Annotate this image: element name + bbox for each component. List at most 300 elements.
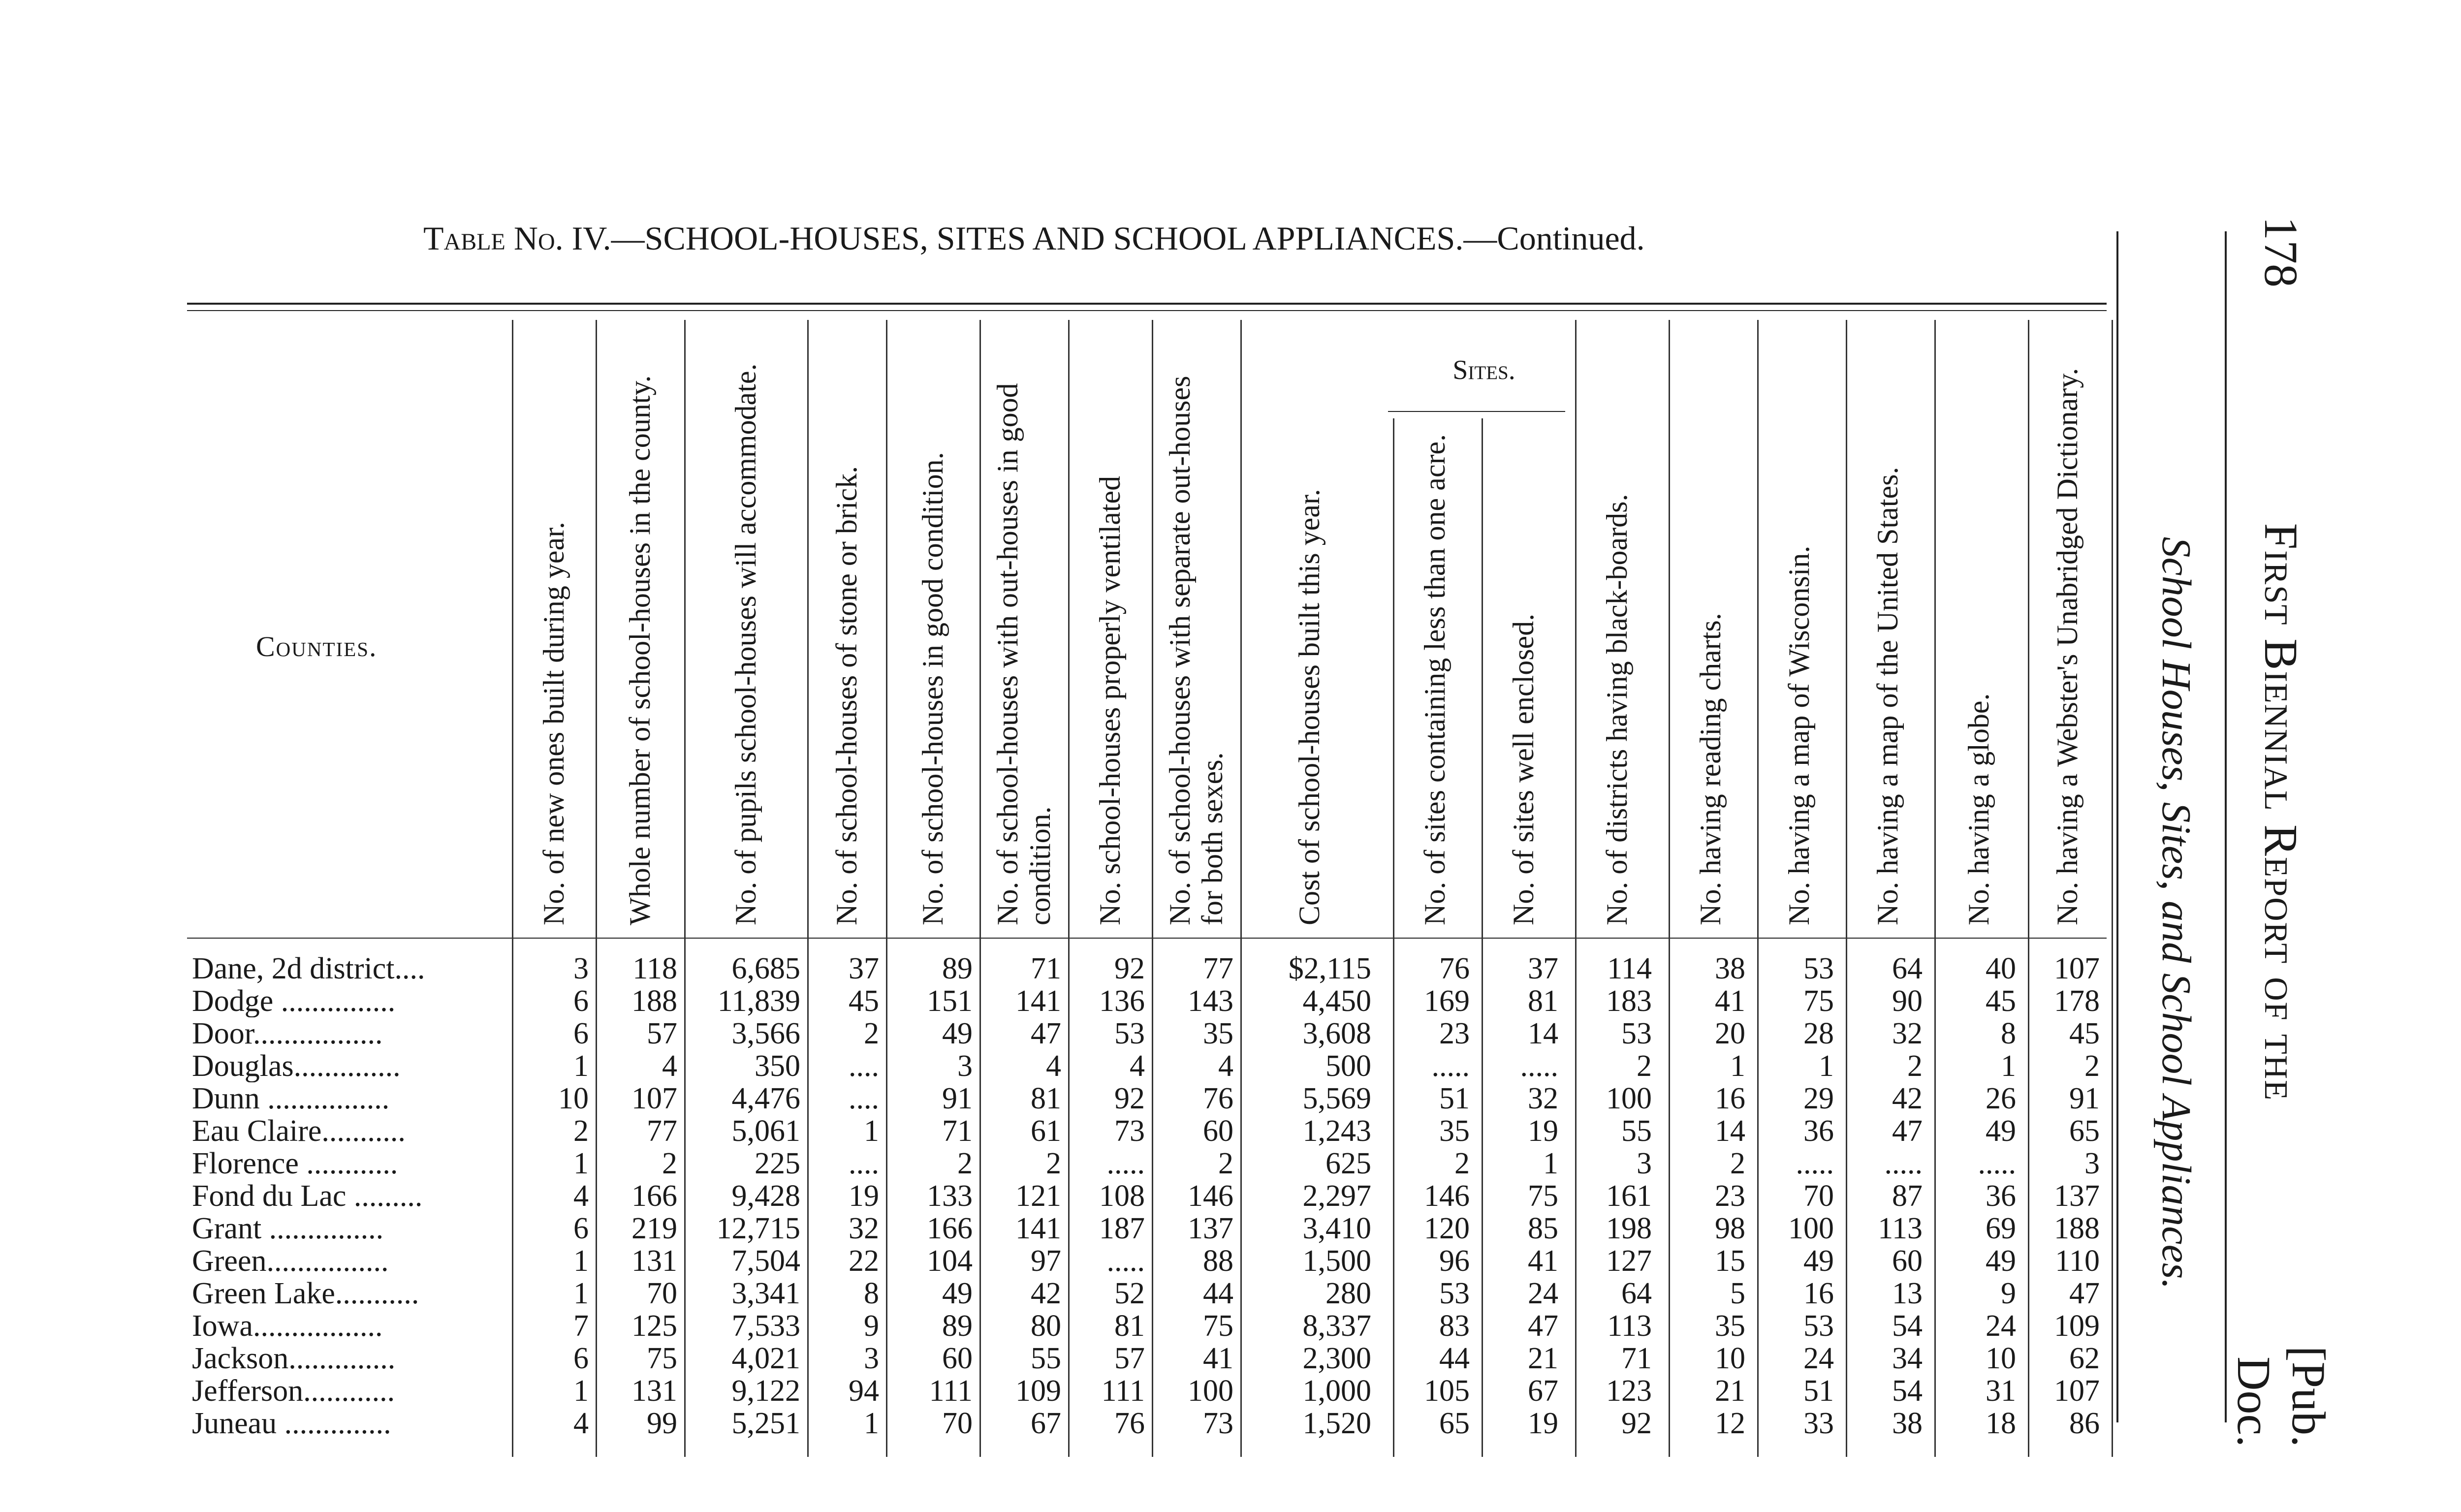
table-cell: 22 — [849, 1244, 879, 1278]
table-cell: 1 — [1730, 1049, 1745, 1083]
table-cell: 23 — [1439, 1017, 1470, 1050]
table-cell: 87 — [1892, 1179, 1923, 1213]
county-name: Jackson.............. — [192, 1342, 396, 1375]
table-cell: 24 — [1803, 1342, 1834, 1375]
table-cell: 109 — [1015, 1374, 1061, 1408]
table-cell: 65 — [1439, 1407, 1470, 1440]
table-cell: 105 — [1424, 1374, 1470, 1408]
county-name: Eau Claire........... — [192, 1115, 406, 1147]
table-cell: 32 — [1528, 1082, 1558, 1115]
table-cell: 92 — [1114, 1082, 1145, 1115]
top-rule — [187, 303, 2107, 305]
table-cell: 143 — [1188, 984, 1233, 1018]
table-row — [0, 1375, 2116, 1407]
table-cell: 32 — [1892, 1017, 1923, 1050]
table-cell: 53 — [1439, 1277, 1470, 1310]
table-cell: 45 — [849, 984, 879, 1018]
table-cell: 1 — [1819, 1049, 1834, 1083]
table-cell: 625 — [1325, 1147, 1371, 1180]
table-cell: 29 — [1803, 1082, 1834, 1115]
county-name: Juneau .............. — [192, 1407, 391, 1440]
table-cell: 6 — [573, 1342, 589, 1375]
table-cell: 280 — [1325, 1277, 1371, 1310]
table-cell: 123 — [1606, 1374, 1652, 1408]
table-cell: 57 — [647, 1017, 677, 1050]
table-cell: 9,122 — [731, 1374, 800, 1408]
table-cell: 137 — [1188, 1212, 1233, 1245]
table-cell: 34 — [1892, 1342, 1923, 1375]
table-cell: 2 — [1218, 1147, 1233, 1180]
table-cell: 51 — [1439, 1082, 1470, 1115]
table-cell: 53 — [1803, 952, 1834, 985]
table-cell: 28 — [1803, 1017, 1834, 1050]
table-cell: 37 — [849, 952, 879, 985]
table-cell: 5,061 — [731, 1114, 800, 1148]
table-cell: 151 — [927, 984, 973, 1018]
table-cell: 15 — [1715, 1244, 1745, 1278]
table-cell: 136 — [1099, 984, 1145, 1018]
table-cell: 67 — [1031, 1407, 1061, 1440]
table-cell: 32 — [849, 1212, 879, 1245]
table-cell: 75 — [1203, 1309, 1233, 1343]
table-cell: 111 — [929, 1374, 973, 1408]
county-name: Dunn ................ — [192, 1082, 390, 1115]
table-cell: 1,000 — [1302, 1374, 1371, 1408]
table-cell: 60 — [1892, 1244, 1923, 1278]
column-header-4: No. of school-houses of stone or brick. — [830, 466, 863, 925]
table-cell: 6 — [573, 1017, 589, 1050]
table-cell: 41 — [1203, 1342, 1233, 1375]
table-cell: 62 — [2069, 1342, 2100, 1375]
table-cell: 45 — [2069, 1017, 2100, 1050]
table-cell: 169 — [1424, 984, 1470, 1018]
table-cell: 57 — [1114, 1342, 1145, 1375]
column-header-3: No. of pupils school-houses will accommodate. — [729, 363, 762, 925]
county-name: Fond du Lac ......... — [192, 1180, 423, 1212]
table-cell: 41 — [1715, 984, 1745, 1018]
table-cell: 13 — [1892, 1277, 1923, 1310]
table-cell: 7,504 — [731, 1244, 800, 1278]
table-cell: 21 — [1715, 1374, 1745, 1408]
table-cell: 8,337 — [1302, 1309, 1371, 1343]
table-cell: 2,300 — [1302, 1342, 1371, 1375]
table-cell: 161 — [1606, 1179, 1652, 1213]
table-cell: 5,251 — [731, 1407, 800, 1440]
table-cell: 183 — [1606, 984, 1652, 1018]
table-cell: 7,533 — [731, 1309, 800, 1343]
table-cell: 198 — [1606, 1212, 1652, 1245]
table-cell: 3,566 — [731, 1017, 800, 1050]
table-cell: 1 — [573, 1244, 589, 1278]
table-cell: 94 — [849, 1374, 879, 1408]
table-cell: 7 — [573, 1309, 589, 1343]
table-cell: 92 — [1621, 1407, 1652, 1440]
table-cell: 2 — [864, 1017, 879, 1050]
table-cell: 44 — [1203, 1277, 1233, 1310]
table-cell: 91 — [2069, 1082, 2100, 1115]
table-cell: 64 — [1621, 1277, 1652, 1310]
table-cell: 225 — [755, 1147, 800, 1180]
table-cell: 8 — [864, 1277, 879, 1310]
county-name: Green................ — [192, 1245, 389, 1277]
table-cell: 100 — [1606, 1082, 1652, 1115]
table-cell: 38 — [1892, 1407, 1923, 1440]
table-number: Table No. IV. — [423, 220, 611, 257]
county-name: Green Lake........... — [192, 1277, 419, 1310]
table-cell: 19 — [1528, 1407, 1558, 1440]
counties-header: Counties. — [256, 630, 378, 662]
table-cell: 73 — [1114, 1114, 1145, 1148]
table-cell: 19 — [1528, 1114, 1558, 1148]
table-cell: 6 — [573, 1212, 589, 1245]
table-cell: 86 — [2069, 1407, 2100, 1440]
table-cell: 88 — [1203, 1244, 1233, 1278]
table-cell: 81 — [1528, 984, 1558, 1018]
table-cell: 2 — [1730, 1147, 1745, 1180]
table-cell: 113 — [1607, 1309, 1652, 1343]
table-cell: 137 — [2054, 1179, 2100, 1213]
table-cell: 3,608 — [1302, 1017, 1371, 1050]
table-cell: 33 — [1803, 1407, 1834, 1440]
column-header-11: No. of sites well enclosed. — [1507, 613, 1540, 925]
table-cell: 75 — [1528, 1179, 1558, 1213]
table-cell: 60 — [1203, 1114, 1233, 1148]
table-cell: 38 — [1715, 952, 1745, 985]
table-cell: 81 — [1031, 1082, 1061, 1115]
table-cell: 92 — [1114, 952, 1145, 985]
table-cell: 1 — [573, 1147, 589, 1180]
table-cell: 131 — [631, 1244, 677, 1278]
table-cell: 110 — [2055, 1244, 2100, 1278]
table-cell: 2 — [1454, 1147, 1470, 1180]
table-cell: 70 — [647, 1277, 677, 1310]
county-name: Florence ............ — [192, 1147, 398, 1180]
table-cell: 99 — [647, 1407, 677, 1440]
doc-label: [Pub. Doc. — [2228, 1346, 2335, 1447]
table-cell: 47 — [1892, 1114, 1923, 1148]
table-cell: 75 — [1803, 984, 1834, 1018]
table-cell: 40 — [1986, 952, 2016, 985]
table-cell: 24 — [1528, 1277, 1558, 1310]
table-row — [0, 985, 2116, 1017]
table-cell: 141 — [1015, 1212, 1061, 1245]
table-cell: 10 — [558, 1082, 589, 1115]
table-cell: 107 — [2054, 1374, 2100, 1408]
table-cell: 166 — [631, 1179, 677, 1213]
table-cell: 76 — [1203, 1082, 1233, 1115]
table-cell: 70 — [1803, 1179, 1834, 1213]
county-name: Douglas.............. — [192, 1050, 401, 1082]
table-row — [0, 1147, 2116, 1180]
table-cell: 141 — [1015, 984, 1061, 1018]
table-cell: 51 — [1803, 1374, 1834, 1408]
table-cell: 16 — [1715, 1082, 1745, 1115]
table-cell: 500 — [1325, 1049, 1371, 1083]
county-name: Dane, 2d district.... — [192, 952, 425, 985]
table-cell: 97 — [1031, 1244, 1061, 1278]
table-cell: 55 — [1621, 1114, 1652, 1148]
table-cell: 19 — [849, 1179, 879, 1213]
table-cell: 125 — [631, 1309, 677, 1343]
table-cell: 42 — [1892, 1082, 1923, 1115]
table-cell: 41 — [1528, 1244, 1558, 1278]
table-cell: 4,476 — [731, 1082, 800, 1115]
table-row — [0, 1407, 2116, 1440]
page-subtitle: School Houses, Sites, and School Appliances. — [2153, 536, 2199, 1290]
table-cell: 35 — [1203, 1017, 1233, 1050]
table-cell: .... — [849, 1147, 879, 1180]
table-cell: 127 — [1606, 1244, 1652, 1278]
table-title-main: —SCHOOL-HOUSES, SITES AND SCHOOL APPLIANCES.— — [611, 220, 1497, 257]
table-cell: 1 — [1543, 1147, 1558, 1180]
table-cell: 14 — [1715, 1114, 1745, 1148]
table-cell: 75 — [647, 1342, 677, 1375]
table-cell: 49 — [942, 1277, 973, 1310]
header-rule — [2225, 231, 2227, 1422]
column-header-15: No. having a map of the United States. — [1871, 467, 1904, 925]
column-header-5: No. of school-houses in good condition. — [916, 452, 949, 925]
table-cell: ..... — [1106, 1244, 1145, 1278]
column-header-13: No. having reading charts. — [1694, 613, 1727, 925]
table-cell: 9 — [2001, 1277, 2016, 1310]
table-cell: 35 — [1715, 1309, 1745, 1343]
table-cell: 4,021 — [731, 1342, 800, 1375]
table-row — [0, 1277, 2116, 1310]
table-cell: 2 — [2084, 1049, 2100, 1083]
table-cell: 4 — [662, 1049, 677, 1083]
table-cell: 3 — [957, 1049, 973, 1083]
table-cell: 77 — [647, 1114, 677, 1148]
table-cell: 44 — [1439, 1342, 1470, 1375]
table-cell: 73 — [1203, 1407, 1233, 1440]
table-cell: 121 — [1015, 1179, 1061, 1213]
table-cell: 47 — [1528, 1309, 1558, 1343]
table-cell: 11,839 — [717, 984, 800, 1018]
table-cell: 1 — [573, 1374, 589, 1408]
table-cell: 10 — [1715, 1342, 1745, 1375]
table-row — [0, 1082, 2116, 1115]
table-row — [0, 1050, 2116, 1082]
running-header — [2228, 217, 2335, 1447]
county-name: Iowa................. — [192, 1310, 383, 1342]
table-cell: 350 — [755, 1049, 800, 1083]
column-header-7: No. school-houses properly ventilated — [1094, 475, 1126, 925]
table-cell: 1,520 — [1302, 1407, 1371, 1440]
table-cell: 10 — [1986, 1342, 2016, 1375]
county-name: Grant ............... — [192, 1212, 384, 1245]
table-cell: 2 — [1907, 1049, 1923, 1083]
table-cell: 52 — [1114, 1277, 1145, 1310]
table-cell: 3,410 — [1302, 1212, 1371, 1245]
table-cell: 80 — [1031, 1309, 1061, 1343]
header-bottom-rule — [187, 938, 2107, 939]
table-cell: 8 — [2001, 1017, 2016, 1050]
county-name: Jefferson............ — [192, 1375, 395, 1407]
table-cell: 45 — [1986, 984, 2016, 1018]
table-cell: 107 — [631, 1082, 677, 1115]
table-cell: 113 — [1878, 1212, 1923, 1245]
table-cell: 146 — [1424, 1179, 1470, 1213]
table-cell: 120 — [1424, 1212, 1470, 1245]
table-cell: 4 — [1218, 1049, 1233, 1083]
table-cell: 146 — [1188, 1179, 1233, 1213]
table-cell: ..... — [1106, 1147, 1145, 1180]
table-row — [0, 1115, 2116, 1147]
column-header-14: No. having a map of Wisconsin. — [1783, 545, 1815, 925]
table-cell: 54 — [1892, 1374, 1923, 1408]
table-cell: 131 — [631, 1374, 677, 1408]
table-cell: 100 — [1788, 1212, 1834, 1245]
table-cell: 36 — [1986, 1179, 2016, 1213]
table-cell: 2 — [1046, 1147, 1061, 1180]
table-cell: 4,450 — [1302, 984, 1371, 1018]
table-cell: $2,115 — [1288, 952, 1371, 985]
column-header-16: No. having a globe. — [1962, 693, 1995, 925]
table-cell: 81 — [1114, 1309, 1145, 1343]
table-cell: 1 — [573, 1277, 589, 1310]
table-cell: 104 — [927, 1244, 973, 1278]
table-cell: .... — [849, 1049, 879, 1083]
page-number: 178 — [2255, 217, 2308, 287]
column-header-6: No. of school-houses with out-houses in good condition. — [991, 383, 1056, 925]
table-cell: 2 — [662, 1147, 677, 1180]
table-row — [0, 1310, 2116, 1342]
table-cell: 42 — [1031, 1277, 1061, 1310]
table-cell: 111 — [1101, 1374, 1145, 1408]
table-cell: 49 — [1803, 1244, 1834, 1278]
table-cell: 37 — [1528, 952, 1558, 985]
column-header-10: No. of sites containing less than one acre. — [1419, 434, 1451, 925]
table-cell: 35 — [1439, 1114, 1470, 1148]
report-title: First Biennial Report of the — [2255, 523, 2308, 1102]
table-cell: 4 — [1130, 1049, 1145, 1083]
table-cell: 187 — [1099, 1212, 1145, 1245]
table-cell: ..... — [1520, 1049, 1558, 1083]
table-cell: 54 — [1892, 1309, 1923, 1343]
table-cell: 70 — [942, 1407, 973, 1440]
table-cell: 6 — [573, 984, 589, 1018]
table-cell: 23 — [1715, 1179, 1745, 1213]
table-cell: ..... — [1884, 1147, 1923, 1180]
county-name: Door................. — [192, 1017, 383, 1050]
table-cell: 219 — [631, 1212, 677, 1245]
table-row — [0, 1180, 2116, 1212]
table-cell: 65 — [2069, 1114, 2100, 1148]
county-name: Dodge ............... — [192, 985, 396, 1017]
table-cell: 76 — [1439, 952, 1470, 985]
table-cell: 3 — [864, 1342, 879, 1375]
table-cell: 12 — [1715, 1407, 1745, 1440]
table-cell: 49 — [942, 1017, 973, 1050]
table-cell: 1 — [2001, 1049, 2016, 1083]
table-cell: 89 — [942, 952, 973, 985]
table-cell: 16 — [1803, 1277, 1834, 1310]
table-cell: 89 — [942, 1309, 973, 1343]
table-cell: 100 — [1188, 1374, 1233, 1408]
column-header-17: No. having a Webster's Unabridged Dictionary. — [2051, 368, 2083, 925]
table-cell: 47 — [1031, 1017, 1061, 1050]
table-cell: 2,297 — [1302, 1179, 1371, 1213]
table-cell: 188 — [2054, 1212, 2100, 1245]
sites-header: Sites. — [1452, 355, 1515, 385]
table-title-suffix: Continued. — [1497, 220, 1645, 257]
table-cell: 4 — [573, 1407, 589, 1440]
table-cell: 91 — [942, 1082, 973, 1115]
table-cell: 36 — [1803, 1114, 1834, 1148]
table-cell: 14 — [1528, 1017, 1558, 1050]
table-cell: ..... — [1796, 1147, 1834, 1180]
table-cell: 114 — [1607, 952, 1652, 985]
table-cell: 67 — [1528, 1374, 1558, 1408]
top-rule-thin — [187, 310, 2107, 311]
table-cell: .... — [849, 1082, 879, 1115]
table-cell: 20 — [1715, 1017, 1745, 1050]
table-cell: 83 — [1439, 1309, 1470, 1343]
table-cell: 1 — [864, 1407, 879, 1440]
table-cell: 2 — [957, 1147, 973, 1180]
table-cell: ..... — [1978, 1147, 2016, 1180]
table-cell: 76 — [1114, 1407, 1145, 1440]
table-cell: 90 — [1892, 984, 1923, 1018]
table-cell: 2 — [573, 1114, 589, 1148]
table-row — [0, 1245, 2116, 1277]
table-cell: 3,341 — [731, 1277, 800, 1310]
table-cell: 3 — [573, 952, 589, 985]
table-title — [423, 219, 2097, 258]
column-header-8: No. of school-houses with separate out-houses for both sexes. — [1164, 376, 1229, 925]
table-cell: 108 — [1099, 1179, 1145, 1213]
table-cell: 166 — [927, 1212, 973, 1245]
table-cell: 118 — [632, 952, 677, 985]
table-row — [0, 1017, 2116, 1050]
table-cell: 1,500 — [1302, 1244, 1371, 1278]
table-cell: 71 — [1031, 952, 1061, 985]
table-cell: 96 — [1439, 1244, 1470, 1278]
table-cell: 2 — [1637, 1049, 1652, 1083]
table-cell: 49 — [1986, 1114, 2016, 1148]
table-cell: 3 — [1637, 1147, 1652, 1180]
column-header-12: No. of districts having black-boards. — [1601, 494, 1633, 925]
table-cell: 109 — [2054, 1309, 2100, 1343]
table-cell: 18 — [1986, 1407, 2016, 1440]
column-header-9: Cost of school-houses built this year. — [1293, 489, 1325, 925]
table-row — [0, 1212, 2116, 1245]
table-cell: 1,243 — [1302, 1114, 1371, 1148]
table-row — [0, 952, 2116, 985]
table-cell: 77 — [1203, 952, 1233, 985]
table-cell: 9 — [864, 1309, 879, 1343]
table-cell: 85 — [1528, 1212, 1558, 1245]
subtitle-rule — [2116, 231, 2118, 1422]
table-cell: 3 — [2084, 1147, 2100, 1180]
table-cell: 107 — [2054, 952, 2100, 985]
table-cell: 12,715 — [716, 1212, 800, 1245]
table-cell: 98 — [1715, 1212, 1745, 1245]
table-cell: 1 — [864, 1114, 879, 1148]
table-cell: 9,428 — [731, 1179, 800, 1213]
table-cell: 47 — [2069, 1277, 2100, 1310]
table-cell: 5 — [1730, 1277, 1745, 1310]
table-cell: 55 — [1031, 1342, 1061, 1375]
table-cell: 178 — [2054, 984, 2100, 1018]
table-cell: 31 — [1986, 1374, 2016, 1408]
table-cell: 26 — [1986, 1082, 2016, 1115]
table-cell: 21 — [1528, 1342, 1558, 1375]
table-cell: 4 — [573, 1179, 589, 1213]
sites-rule — [1388, 411, 1565, 412]
table-cell: 6,685 — [731, 952, 800, 985]
table-cell: 53 — [1621, 1017, 1652, 1050]
